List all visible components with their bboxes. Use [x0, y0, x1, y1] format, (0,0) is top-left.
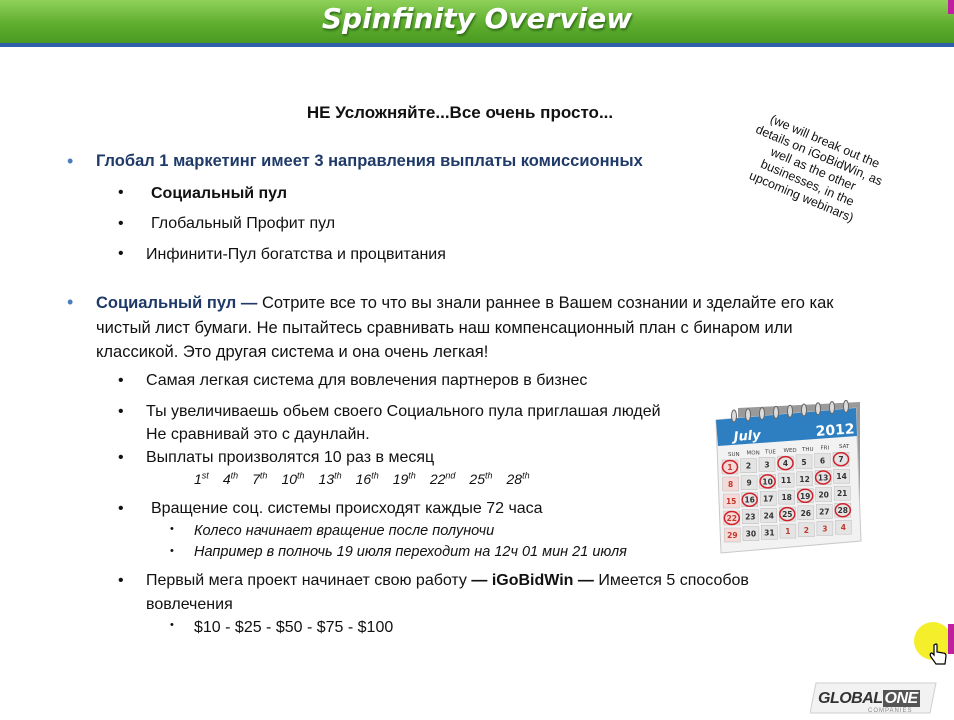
svg-text:7: 7	[838, 455, 844, 465]
price-list: $10 - $25 - $50 - $75 - $100	[194, 619, 394, 636]
calendar-day	[724, 511, 740, 525]
svg-text:28: 28	[837, 506, 849, 516]
svg-text:2: 2	[803, 525, 810, 535]
svg-text:30: 30	[745, 529, 757, 539]
calendar-day	[798, 523, 814, 537]
calendar-icon	[706, 398, 866, 558]
payout-day: 16th	[355, 470, 379, 487]
svg-text:26: 26	[800, 508, 812, 518]
bullet-dot: •	[118, 572, 124, 589]
calendar-day	[816, 505, 832, 519]
svg-text:2: 2	[745, 461, 752, 471]
sub-item: Например в полночь 19 июля переходит на 12ч 01 мин 21 июля	[194, 544, 627, 560]
calendar-day	[741, 476, 757, 490]
svg-text:14: 14	[836, 472, 847, 482]
calendar-ring	[774, 406, 779, 418]
svg-text:5: 5	[801, 457, 807, 467]
calendar-day	[815, 454, 831, 468]
calendar-weekday: TUE	[765, 449, 776, 456]
calendar-weekday: FRI	[820, 445, 830, 452]
section1-item: Инфинити-Пул богатства и процвитания	[146, 246, 446, 263]
section2-text: Сотрите все то что вы знали раннее в Вашем сознании и зделайте его как	[261, 294, 834, 312]
payout-day: 7th	[252, 470, 268, 487]
svg-text:22: 22	[726, 514, 738, 523]
heading-dash: —	[236, 294, 262, 312]
calendar-day	[816, 488, 832, 502]
mega-dash: —	[471, 572, 492, 589]
bullet-dot: •	[118, 449, 124, 466]
svg-text:1: 1	[727, 463, 733, 472]
svg-text:12: 12	[799, 474, 810, 484]
section2-item: вовлечения	[146, 596, 233, 613]
bullet-dot: •	[118, 403, 124, 420]
calendar-day	[779, 507, 795, 521]
logo-text	[818, 690, 920, 708]
calendar-day	[724, 528, 740, 542]
calendar-ring	[760, 408, 765, 420]
bullet-dot: •	[118, 184, 124, 201]
svg-text:6: 6	[819, 456, 826, 466]
calendar-day	[742, 510, 758, 524]
payout-day: 25th	[469, 470, 493, 487]
bullet-dot: •	[118, 500, 124, 517]
calendar-day	[779, 490, 795, 504]
calendar-day	[815, 471, 831, 485]
calendar-day	[833, 452, 849, 466]
bullet-dot: •	[118, 372, 124, 389]
calendar-day	[780, 524, 796, 538]
calendar-day	[742, 493, 758, 507]
svg-text:9: 9	[746, 478, 752, 488]
calendar-day	[760, 474, 776, 488]
edge-marker	[948, 0, 954, 14]
calendar-year: 2012	[815, 421, 856, 440]
calendar-ring	[788, 405, 793, 417]
sub-item: Колесо начинает вращение после полуночи	[194, 523, 495, 539]
bullet-dot: •	[118, 245, 124, 262]
svg-text:25: 25	[782, 510, 793, 520]
payout-day: 4th	[222, 470, 239, 487]
calendar-weekday: MON	[746, 450, 760, 457]
mega-text: Имеется 5 способов	[598, 572, 749, 589]
calendar-day	[835, 503, 851, 517]
section2-text: чистый лист бумаги. Не пытайтесь сравнивать наш компенсационный план с бинаром или	[96, 319, 793, 337]
svg-text:23: 23	[745, 512, 756, 522]
section1-item: Социальный пул	[151, 185, 288, 202]
svg-text:27: 27	[819, 507, 830, 517]
svg-text:24: 24	[763, 511, 775, 521]
calendar-day	[722, 460, 738, 474]
calendar-ring	[830, 402, 835, 414]
calendar-weekday: SAT	[839, 444, 850, 451]
payout-day: 19th	[392, 470, 416, 487]
calendar-day	[817, 522, 833, 536]
section2-heading: Социальный пул	[96, 294, 237, 312]
payout-day: 28th	[506, 470, 530, 487]
slide-subtitle: НЕ Усложняйте...Все очень просто...	[306, 103, 614, 122]
mega-name: iGoBidWin	[491, 572, 574, 589]
svg-text:17: 17	[762, 494, 774, 504]
section2-item: Не сравнивай это с даунлайн.	[146, 426, 370, 443]
bullet-dot: •	[67, 151, 74, 171]
calendar-ring	[802, 404, 807, 416]
svg-text:29: 29	[727, 531, 738, 540]
calendar-day	[761, 525, 777, 539]
calendar-day	[797, 472, 813, 486]
svg-text:31: 31	[764, 528, 775, 538]
section2-item: Самая легкая система для вовлечения партнеров в бизнес	[146, 372, 588, 389]
calendar-day	[798, 506, 814, 520]
section2-item	[146, 572, 749, 590]
payout-day: 1st	[194, 470, 209, 487]
section1-item: Глобальный Профит пул	[151, 215, 336, 232]
calendar-ring	[746, 409, 751, 421]
calendar-ring	[732, 410, 737, 422]
calendar-ring	[816, 403, 821, 415]
svg-text:20: 20	[818, 490, 829, 500]
svg-text:11: 11	[780, 476, 792, 486]
calendar-day	[761, 508, 777, 522]
calendar-day	[743, 527, 759, 541]
section2-item: Выплаты произволятся 10 раз в месяц	[146, 449, 435, 466]
calendar-day	[778, 456, 794, 470]
section2-heading-line	[96, 294, 834, 313]
section1-heading: Глобал 1 маркетинг имеет 3 направления выплаты комиссионных	[96, 152, 643, 170]
calendar-day	[834, 486, 850, 500]
payout-day: 22nd	[429, 470, 456, 487]
svg-text:15: 15	[725, 497, 737, 506]
section2-text: классикой. Это другая система и она очень легкая!	[96, 343, 489, 361]
section2-item: Вращение соц. системы происходят каждые 72 часа	[151, 500, 543, 517]
webinar-note: (we will break out the details on iGoBidWin, as well as the other businesses, in the upcoming webinars)	[747, 112, 885, 225]
svg-text:4: 4	[840, 523, 847, 533]
bullet-dot: •	[170, 523, 174, 535]
calendar-day	[741, 459, 757, 473]
calendar-ring	[844, 400, 849, 412]
slide-title: Spinfinity Overview	[321, 2, 633, 35]
calendar-day	[797, 489, 813, 503]
calendar-day	[723, 494, 739, 508]
bullet-dot: •	[118, 215, 124, 232]
payout-days	[194, 470, 544, 487]
bullet-dot: •	[67, 292, 74, 312]
calendar-weekday: SUN	[728, 452, 740, 458]
calendar-weekday: WED	[783, 448, 797, 455]
svg-text:10: 10	[762, 477, 773, 487]
bullet-dot: •	[170, 545, 174, 557]
section2-item: Ты увеличиваешь обьем своего Социального пула приглашая людей	[146, 403, 661, 420]
calendar-day	[796, 455, 812, 469]
mega-dash: —	[573, 572, 599, 589]
edge-marker	[948, 624, 954, 654]
hand-cursor-icon	[928, 643, 948, 667]
svg-text:8: 8	[727, 480, 734, 489]
calendar-day	[759, 457, 775, 471]
svg-text:19: 19	[799, 491, 811, 501]
bullet-dot: •	[170, 619, 174, 631]
svg-text:13: 13	[817, 473, 829, 483]
calendar-day	[834, 469, 850, 483]
svg-text:3: 3	[764, 460, 770, 470]
logo-accent: ONE	[884, 690, 918, 707]
calendar-day	[723, 477, 739, 491]
calendar-day	[760, 491, 776, 505]
svg-text:3: 3	[822, 524, 828, 534]
calendar-weekday: THU	[802, 446, 814, 453]
payout-day: 10th	[281, 470, 305, 487]
payout-day: 13th	[318, 470, 342, 487]
svg-text:18: 18	[781, 493, 792, 503]
mega-text: Первый мега проект начинает свою работу	[146, 572, 472, 589]
logo-subtext: COMPANIES	[868, 708, 913, 714]
svg-text:1: 1	[785, 527, 791, 537]
svg-text:16: 16	[744, 495, 755, 505]
calendar-month: July	[733, 428, 762, 445]
calendar-day	[778, 473, 794, 487]
svg-text:4: 4	[782, 459, 789, 469]
logo-main: GLOBAL	[818, 690, 883, 707]
svg-text:21: 21	[836, 489, 848, 499]
calendar-day	[835, 520, 851, 534]
